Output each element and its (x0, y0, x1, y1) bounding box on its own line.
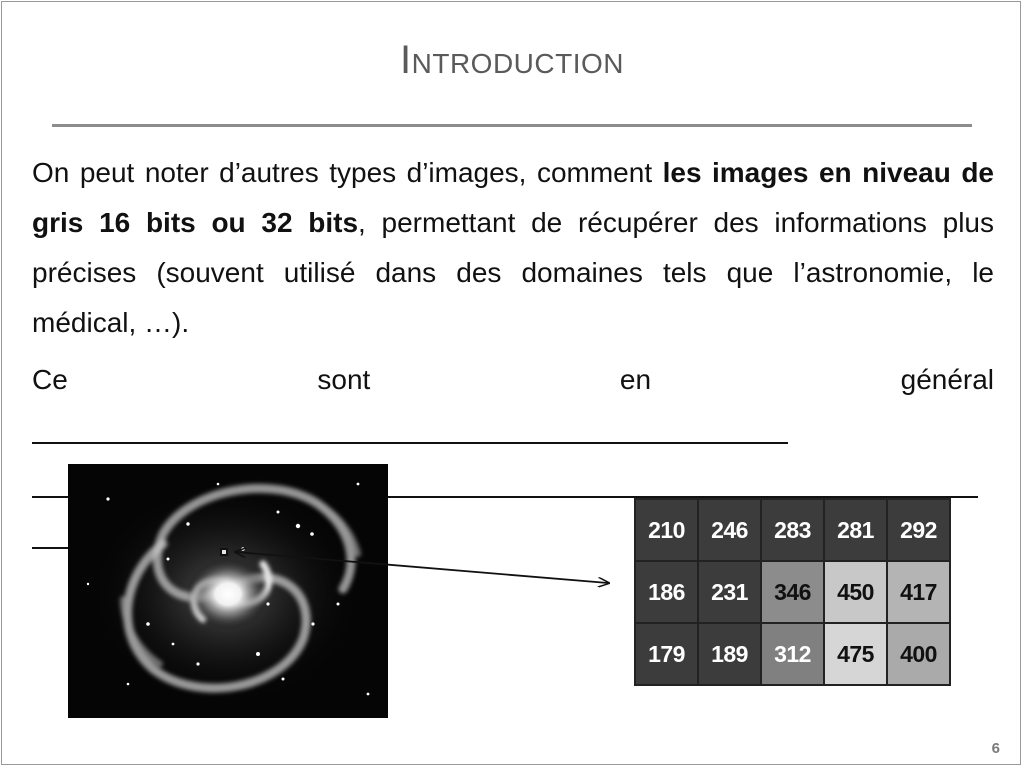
table-row (635, 561, 950, 623)
pixel-cell: 312 (761, 623, 824, 685)
table-row (635, 499, 950, 561)
galaxy-image (68, 464, 388, 718)
page-number: 6 (991, 740, 1000, 757)
pixel-cell: 281 (824, 499, 887, 561)
paragraph-2-word: en (619, 364, 652, 395)
pixel-value-table (634, 498, 951, 686)
table-row (635, 623, 950, 685)
pixel-cell: 400 (887, 623, 950, 685)
fill-in-blank-line (32, 442, 788, 444)
paragraph-2-word: général (900, 364, 995, 395)
paragraph-1-bold: les images en niveau de gris 16 bits ou 32 bits (32, 157, 995, 238)
paragraph-2-word: sont (317, 364, 371, 395)
pixel-cell: 231 (698, 561, 761, 623)
paragraph-2 (32, 355, 994, 405)
pixel-cell: 179 (635, 623, 698, 685)
pixel-cell: 189 (698, 623, 761, 685)
pixel-cell: 475 (824, 623, 887, 685)
pixel-cell: 246 (698, 499, 761, 561)
paragraph-1-rest: , permettant de récupérer des informations plus précises (souvent utilisé dans des domaines tels que l’astronomie, le médical, …). (32, 207, 994, 338)
paragraph-2-word: Ce (32, 364, 68, 395)
title-divider (52, 124, 972, 127)
selected-pixel-marker (220, 548, 228, 556)
pixel-cell: 450 (824, 561, 887, 623)
pixel-cell: 346 (761, 561, 824, 623)
slide-title: Introduction (400, 38, 624, 82)
pixel-cell: 417 (887, 561, 950, 623)
pixel-cell: 292 (887, 499, 950, 561)
pixel-cell: 210 (635, 499, 698, 561)
paragraph-1 (32, 148, 994, 348)
paragraph-1-intro: On peut noter d’autres types d’images, comment (32, 157, 663, 188)
galaxy-illustration (68, 464, 388, 718)
pixel-cell: 186 (635, 561, 698, 623)
pixel-cell: 283 (761, 499, 824, 561)
